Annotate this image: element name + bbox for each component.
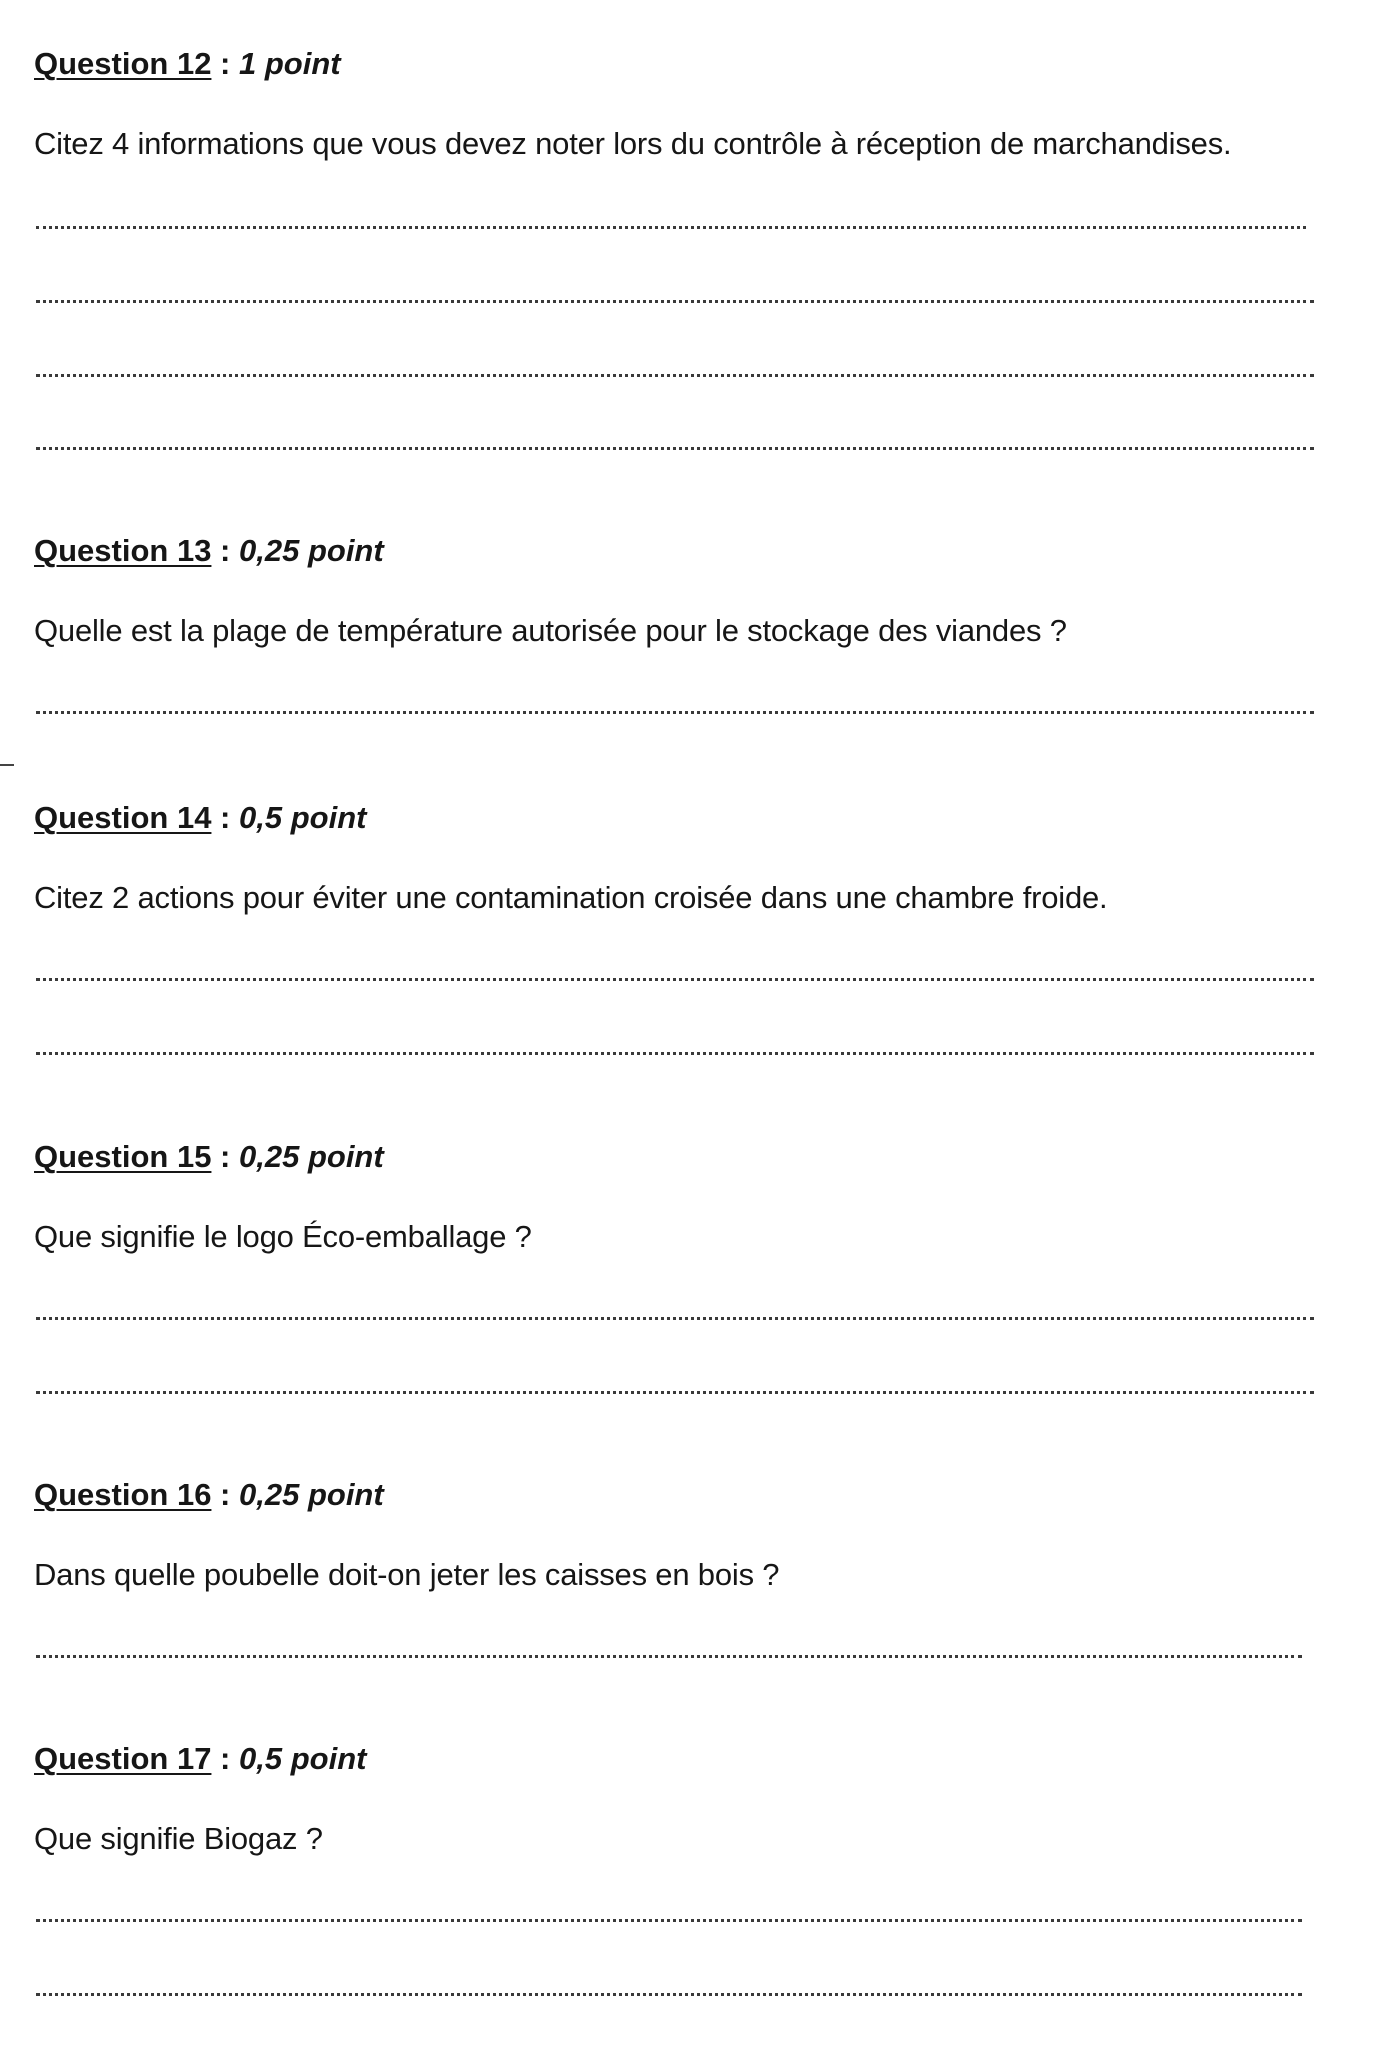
question-label: Question 12: [34, 46, 212, 81]
question-label: Question 17: [34, 1741, 212, 1776]
question-text: Quelle est la plage de température autorisée pour le stockage des viandes ?: [34, 613, 1067, 648]
question-points: 0,25 point: [239, 1477, 384, 1512]
question-label: Question 13: [34, 533, 212, 568]
question-separator: :: [211, 1477, 239, 1512]
question-title: [34, 800, 1344, 836]
question-text: Que signifie Biogaz ?: [34, 1821, 323, 1856]
answer-line[interactable]: [36, 978, 1314, 981]
answer-line[interactable]: [36, 711, 1314, 714]
question-title: [34, 1139, 1344, 1175]
question-text: Que signifie le logo Éco-emballage ?: [34, 1219, 532, 1254]
answer-line[interactable]: [36, 1317, 1314, 1320]
question-16: [34, 1477, 1344, 1592]
question-points: 0,25 point: [239, 1139, 384, 1174]
answer-line[interactable]: [36, 1993, 1302, 1996]
question-12: [34, 46, 1344, 161]
question-separator: :: [211, 800, 239, 835]
question-title: [34, 46, 1344, 82]
question-points: 0,5 point: [239, 1741, 367, 1776]
answer-line[interactable]: [36, 300, 1314, 303]
question-title: [34, 1741, 1344, 1777]
question-13: [34, 533, 1344, 648]
question-separator: :: [211, 533, 239, 568]
answer-line[interactable]: [36, 374, 1314, 377]
question-separator: :: [211, 1139, 239, 1174]
question-label: Question 16: [34, 1477, 212, 1512]
answer-line[interactable]: [36, 226, 1306, 229]
question-points: 0,5 point: [239, 800, 367, 835]
question-separator: :: [211, 1741, 239, 1776]
question-points: 1 point: [239, 46, 341, 81]
answer-line[interactable]: [36, 1655, 1302, 1658]
question-label: Question 15: [34, 1139, 212, 1174]
answer-line[interactable]: [36, 1919, 1302, 1922]
question-label: Question 14: [34, 800, 212, 835]
question-15: [34, 1139, 1344, 1254]
question-title: [34, 1477, 1344, 1513]
answer-line[interactable]: [36, 1391, 1314, 1394]
question-points: 0,25 point: [239, 533, 384, 568]
question-title: [34, 533, 1344, 569]
answer-line[interactable]: [36, 1052, 1314, 1055]
question-14: [34, 800, 1344, 915]
margin-mark: [0, 764, 14, 766]
question-text: Dans quelle poubelle doit-on jeter les caisses en bois ?: [34, 1557, 780, 1592]
question-text: Citez 4 informations que vous devez noter lors du contrôle à réception de marchandises.: [34, 126, 1232, 161]
question-17: [34, 1741, 1344, 1856]
answer-line[interactable]: [36, 447, 1314, 450]
question-text: Citez 2 actions pour éviter une contamination croisée dans une chambre froide.: [34, 880, 1108, 915]
question-separator: :: [211, 46, 239, 81]
